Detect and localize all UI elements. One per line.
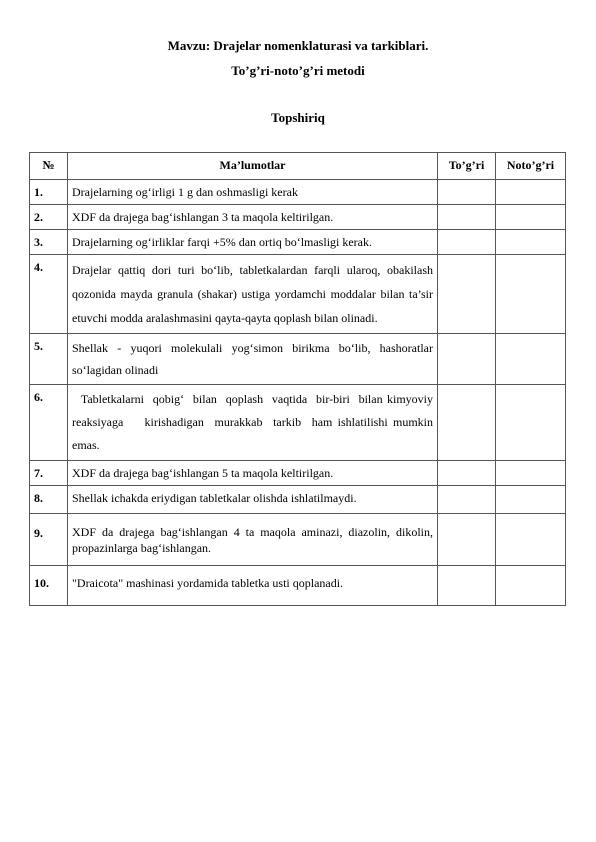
true-answer-cell[interactable]	[438, 255, 496, 334]
row-number: 6.	[30, 385, 68, 461]
row-number: 8.	[30, 486, 68, 514]
row-number: 2.	[30, 205, 68, 230]
row-number: 1.	[30, 180, 68, 205]
false-answer-cell[interactable]	[496, 180, 566, 205]
row-statement: Tabletkalarni qobig‘ bilan qoplash vaqtida bir-biri bilan kimyoviy reaksiyaga kirishadigan murakkab tarkib ham ishlatilishi mumkin emas.	[68, 385, 438, 461]
false-answer-cell[interactable]	[496, 566, 566, 606]
true-answer-cell[interactable]	[438, 461, 496, 486]
row-statement: Drajelarning og‘irliklar farqi +5% dan ortiq bo‘lmasligi kerak.	[68, 230, 438, 255]
row-number: 3.	[30, 230, 68, 255]
false-answer-cell[interactable]	[496, 230, 566, 255]
row-statement: Shellak ichakda eriydigan tabletkalar olishda ishlatilmaydi.	[68, 486, 438, 514]
table-row	[30, 385, 566, 461]
page-title: Mavzu: Drajelar nomenklaturasi va tarkiblari.	[167, 38, 429, 53]
column-header-false: Noto’g’ri	[496, 153, 566, 180]
true-answer-cell[interactable]	[438, 566, 496, 606]
column-header-number: №	[30, 153, 68, 180]
table-row	[30, 180, 566, 205]
false-answer-cell[interactable]	[496, 334, 566, 385]
row-number: 9.	[30, 514, 68, 566]
row-statement: XDF da drajega bag‘ishlangan 3 ta maqola keltirilgan.	[68, 205, 438, 230]
row-statement: "Draicota" mashinasi yordamida tabletka usti qoplanadi.	[68, 566, 438, 606]
column-header-true: To’g’ri	[438, 153, 496, 180]
row-statement: Drajelar qattiq dori turi bo‘lib, tabletkalardan farqli ularoq, obakilash qozonida mayda granula (shakar) ustiga yordamchi moddalar bilan ta’sir etuvchi modda aralashmasini qayta-qayta qoplash bilan olinadi.	[68, 255, 438, 334]
table-row	[30, 334, 566, 385]
false-answer-cell[interactable]	[496, 514, 566, 566]
true-answer-cell[interactable]	[438, 385, 496, 461]
table-row	[30, 566, 566, 606]
row-statement: XDF da drajega bag‘ishlangan 5 ta maqola keltirilgan.	[68, 461, 438, 486]
true-answer-cell[interactable]	[438, 205, 496, 230]
column-header-statements: Ma’lumotlar	[68, 153, 438, 180]
table-row	[30, 230, 566, 255]
true-false-table	[29, 152, 566, 606]
row-number: 7.	[30, 461, 68, 486]
table-row	[30, 255, 566, 334]
method-subtitle: To’g’ri-noto’g’ri metodi	[231, 63, 365, 78]
false-answer-cell[interactable]	[496, 385, 566, 461]
row-statement: XDF da drajega bag‘ishlangan 4 ta maqola aminazi, diazolin, dikolin, propazinlarga bag‘ishlangan.	[68, 514, 438, 566]
row-statement: Shellak - yuqori molekulali yog‘simon birikma bo‘lib, hashoratlar so‘lagidan olinadi	[68, 334, 438, 385]
row-number: 4.	[30, 255, 68, 334]
table-row	[30, 514, 566, 566]
false-answer-cell[interactable]	[496, 205, 566, 230]
table-row	[30, 205, 566, 230]
table-header-row	[30, 153, 566, 180]
false-answer-cell[interactable]	[496, 255, 566, 334]
true-answer-cell[interactable]	[438, 180, 496, 205]
row-number: 5.	[30, 334, 68, 385]
row-number: 10.	[30, 566, 68, 606]
table-row	[30, 486, 566, 514]
task-heading: Topshiriq	[271, 110, 325, 125]
true-answer-cell[interactable]	[438, 486, 496, 514]
false-answer-cell[interactable]	[496, 486, 566, 514]
table-row	[30, 461, 566, 486]
true-answer-cell[interactable]	[438, 230, 496, 255]
true-answer-cell[interactable]	[438, 334, 496, 385]
true-answer-cell[interactable]	[438, 514, 496, 566]
false-answer-cell[interactable]	[496, 461, 566, 486]
row-statement: Drajelarning og‘irligi 1 g dan oshmasligi kerak	[68, 180, 438, 205]
